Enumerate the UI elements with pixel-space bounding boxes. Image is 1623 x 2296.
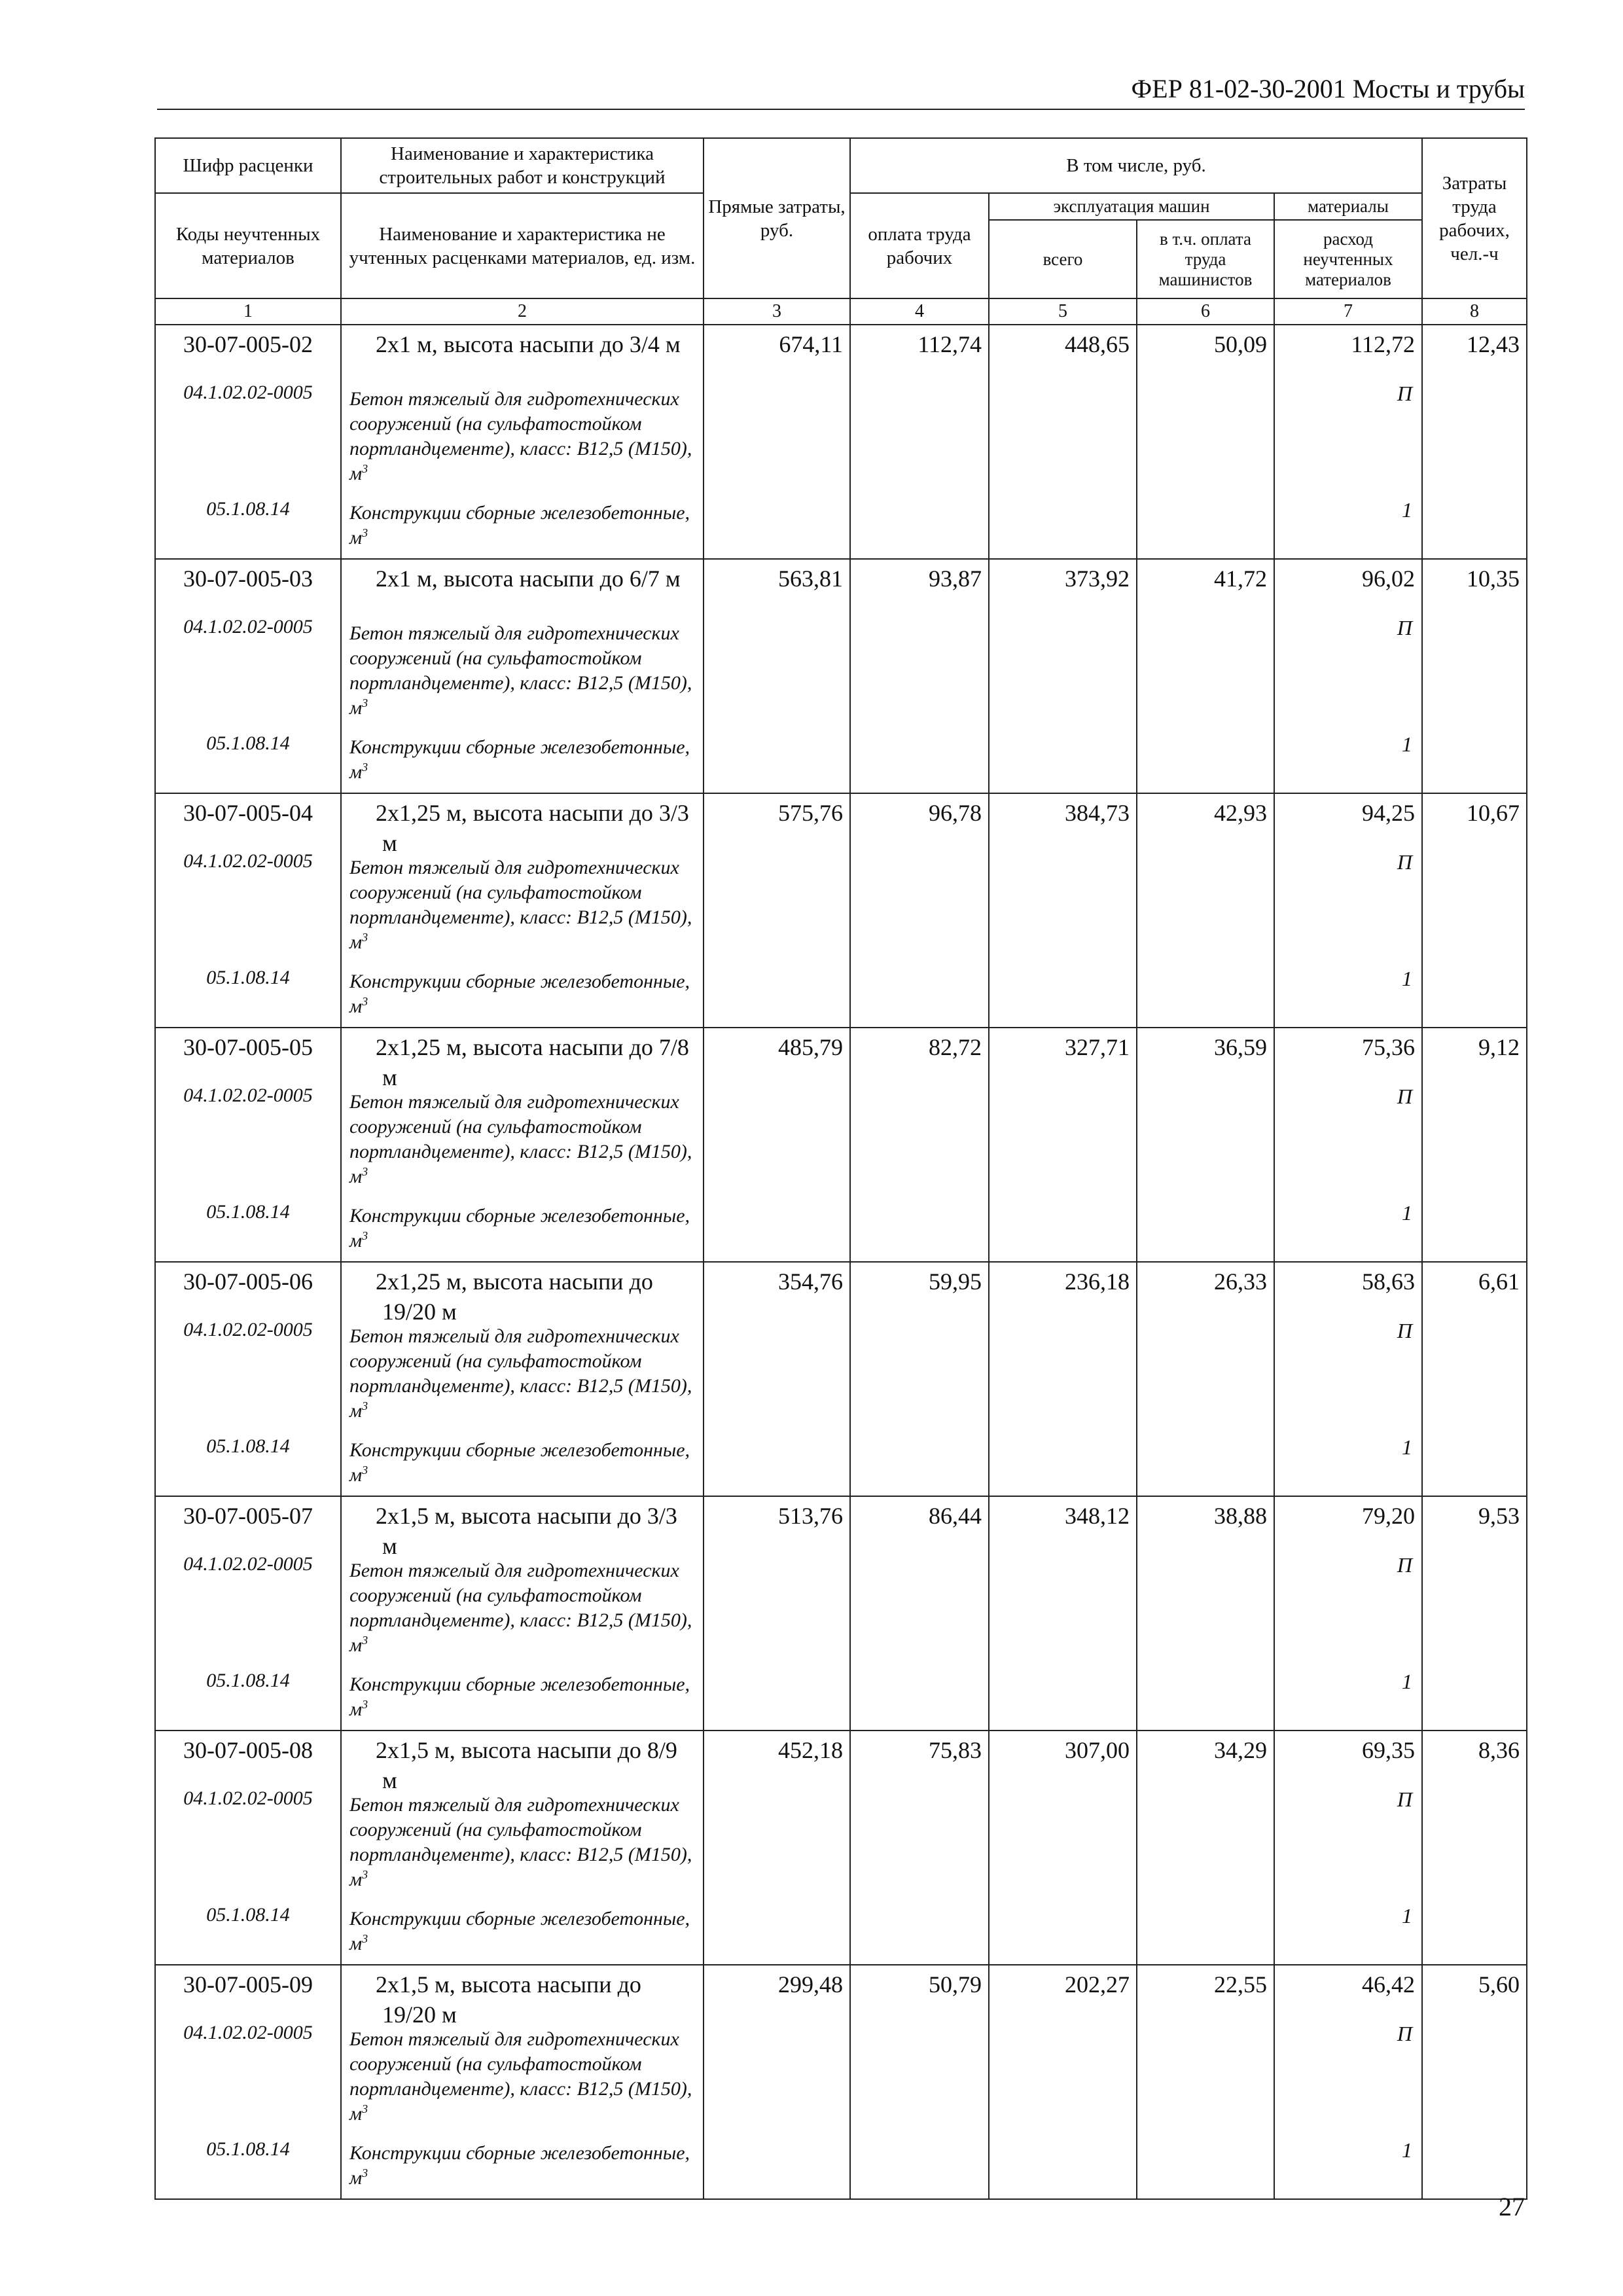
rate-row (155, 1028, 1527, 1262)
rate-row (155, 1965, 1527, 2199)
machinist-pay-value: 34,29 (1137, 1731, 1274, 1965)
labor-hours-value: 12,43 (1422, 325, 1527, 559)
rate-code-cell (155, 1965, 341, 2199)
work-description-cell (341, 1965, 704, 2199)
direct-costs-value: 299,48 (704, 1965, 850, 2199)
labor-hours-value: 9,12 (1422, 1028, 1527, 1262)
materials-cell (1274, 1028, 1422, 1262)
rate-code: 30-07-005-06 (183, 1268, 313, 1295)
worker-pay-value: 59,95 (850, 1262, 989, 1496)
material-name: Конструкции сборные железобетонные, $м^3$ (349, 736, 690, 783)
material-quantity: 1 (1402, 967, 1412, 990)
material-name: Конструкции сборные железобетонные, $м^3$ (349, 1674, 690, 1720)
header-materials: материалы (1274, 193, 1422, 220)
material-name-text: Конструкции сборные железобетонные, м (349, 1439, 690, 1486)
material-name: Конструкции сборные железобетонные, $м^3$ (349, 1205, 690, 1251)
material-quantity: 1 (1402, 1904, 1412, 1928)
rate-code: 30-07-005-04 (183, 800, 313, 826)
rate-row (155, 793, 1527, 1028)
rate-row (155, 559, 1527, 793)
material-name-text: Бетон тяжелый для гидротехнических сооружений (на сульфатостойком портландцементе), класс: В12,5 (М150), м (349, 1794, 692, 1890)
header-rate-code: Шифр расценки (155, 138, 341, 193)
rate-code: 30-07-005-05 (183, 1034, 313, 1060)
labor-hours-value: 8,36 (1422, 1731, 1527, 1965)
work-name: 2х1,5 м, высота насыпи до 8/9 м (376, 1737, 677, 1793)
materials-value: 69,35 (1362, 1737, 1415, 1763)
worker-pay-value: 112,74 (850, 325, 989, 559)
rate-code: 30-07-005-07 (183, 1503, 313, 1529)
material-name-text: Конструкции сборные железобетонные, м (349, 1674, 690, 1720)
column-number: 6 (1137, 298, 1274, 325)
labor-hours-value: 9,53 (1422, 1496, 1527, 1731)
column-number: 3 (704, 298, 850, 325)
material-quantity: П (1397, 382, 1412, 405)
material-quantity: 1 (1402, 2138, 1412, 2162)
material-quantity: 1 (1402, 1435, 1412, 1459)
rate-row (155, 325, 1527, 559)
machines-total-value: 236,18 (989, 1262, 1137, 1496)
column-number: 4 (850, 298, 989, 325)
direct-costs-value: 563,81 (704, 559, 850, 793)
work-description-cell (341, 1262, 704, 1496)
material-name-text: Конструкции сборные железобетонные, м (349, 971, 690, 1017)
material-code: 04.1.02.02-0005 (183, 1319, 313, 1340)
machinist-pay-value: 50,09 (1137, 325, 1274, 559)
machines-total-value: 307,00 (989, 1731, 1137, 1965)
worker-pay-value: 50,79 (850, 1965, 989, 2199)
material-name: Бетон тяжелый для гидротехнических сооружений (на сульфатостойком портландцементе), класс: В12,5 (М150), $м^3$ (349, 622, 692, 719)
material-quantity: 1 (1402, 498, 1412, 522)
rate-code-cell (155, 1028, 341, 1262)
table-header-row-1 (155, 138, 1527, 193)
work-description-cell (341, 1496, 704, 1731)
material-quantity: П (1397, 1553, 1412, 1577)
material-name: Конструкции сборные железобетонные, $м^3$ (349, 971, 690, 1017)
material-name-text: Конструкции сборные железобетонные, м (349, 736, 690, 783)
rates-table (154, 137, 1527, 2200)
column-number: 8 (1422, 298, 1527, 325)
material-quantity: П (1397, 1319, 1412, 1342)
column-number: 5 (989, 298, 1137, 325)
machinist-pay-value: 26,33 (1137, 1262, 1274, 1496)
header-worker-pay: оплата труда рабочих (850, 193, 989, 298)
machines-total-value: 373,92 (989, 559, 1137, 793)
header-machinist-pay: в т.ч. оплата труда машинистов (1137, 220, 1274, 298)
material-name-text: Конструкции сборные железобетонные, м (349, 1205, 690, 1251)
material-name-text: Конструкции сборные железобетонные, м (349, 502, 690, 548)
worker-pay-value: 96,78 (850, 793, 989, 1028)
material-name: Бетон тяжелый для гидротехнических сооружений (на сульфатостойком портландцементе), класс: В12,5 (М150), $м^3$ (349, 1560, 692, 1656)
work-description-cell (341, 1028, 704, 1262)
material-name: Конструкции сборные железобетонные, $м^3$ (349, 1439, 690, 1486)
material-name: Конструкции сборные железобетонные, $м^3$ (349, 1908, 690, 1954)
material-name-text: Бетон тяжелый для гидротехнических сооружений (на сульфатостойком портландцементе), класс: В12,5 (М150), м (349, 622, 692, 719)
machines-total-value: 202,27 (989, 1965, 1137, 2199)
materials-cell (1274, 1731, 1422, 1965)
header-machines-total: всего (989, 220, 1137, 298)
column-number: 7 (1274, 298, 1422, 325)
work-description-cell (341, 325, 704, 559)
materials-cell (1274, 1496, 1422, 1731)
materials-value: 79,20 (1362, 1503, 1415, 1529)
header-material-codes: Коды неучтенных материалов (155, 193, 341, 298)
materials-cell (1274, 1262, 1422, 1496)
worker-pay-value: 86,44 (850, 1496, 989, 1731)
work-description-cell (341, 1731, 704, 1965)
material-code: 04.1.02.02-0005 (183, 850, 313, 872)
direct-costs-value: 354,76 (704, 1262, 850, 1496)
materials-value: 46,42 (1362, 1971, 1415, 1998)
column-number-row (155, 298, 1527, 325)
material-code: 04.1.02.02-0005 (183, 1787, 313, 1809)
material-name-text: Бетон тяжелый для гидротехнических сооружений (на сульфатостойком портландцементе), класс: В12,5 (М150), м (349, 857, 692, 953)
machines-total-value: 448,65 (989, 325, 1137, 559)
machines-total-value: 327,71 (989, 1028, 1137, 1262)
material-name: Бетон тяжелый для гидротехнических сооружений (на сульфатостойком портландцементе), класс: В12,5 (М150), $м^3$ (349, 857, 692, 953)
rate-code-cell (155, 1731, 341, 1965)
material-code: 04.1.02.02-0005 (183, 616, 313, 637)
work-description-cell (341, 559, 704, 793)
materials-cell (1274, 1965, 1422, 2199)
material-name: Бетон тяжелый для гидротехнических сооружений (на сульфатостойком портландцементе), класс: В12,5 (М150), $м^3$ (349, 388, 692, 484)
column-number: 1 (155, 298, 341, 325)
header-machine-operation: эксплуатация машин (989, 193, 1274, 220)
work-name: 2х1,25 м, высота насыпи до 19/20 м (376, 1268, 653, 1325)
machinist-pay-value: 36,59 (1137, 1028, 1274, 1262)
material-name-text: Бетон тяжелый для гидротехнических сооружений (на сульфатостойком портландцементе), класс: В12,5 (М150), м (349, 1325, 692, 1422)
rate-code: 30-07-005-03 (183, 565, 313, 592)
material-code: 05.1.08.14 (206, 967, 290, 988)
rate-code: 30-07-005-08 (183, 1737, 313, 1763)
header-direct-costs: Прямые затраты, руб. (704, 138, 850, 298)
material-code: 04.1.02.02-0005 (183, 2022, 313, 2043)
material-name-text: Конструкции сборные железобетонные, м (349, 2142, 690, 2189)
column-number: 2 (341, 298, 704, 325)
material-quantity: 1 (1402, 732, 1412, 756)
materials-value: 112,72 (1351, 331, 1415, 357)
header-including-group: В том числе, руб. (850, 138, 1422, 193)
header-divider (157, 109, 1525, 110)
materials-cell (1274, 793, 1422, 1028)
direct-costs-value: 513,76 (704, 1496, 850, 1731)
material-quantity: 1 (1402, 1201, 1412, 1225)
material-code: 05.1.08.14 (206, 1904, 290, 1926)
direct-costs-value: 674,11 (704, 325, 850, 559)
rate-code-cell (155, 325, 341, 559)
material-name: Бетон тяжелый для гидротехнических сооружений (на сульфатостойком портландцементе), класс: В12,5 (М150), $м^3$ (349, 1091, 692, 1187)
machinist-pay-value: 22,55 (1137, 1965, 1274, 2199)
rate-rows (155, 325, 1527, 2199)
work-name: 2х1,5 м, высота насыпи до 19/20 м (376, 1971, 641, 2028)
material-quantity: П (1397, 1787, 1412, 1811)
rate-row (155, 1731, 1527, 1965)
material-name-text: Бетон тяжелый для гидротехнических сооружений (на сульфатостойком портландцементе), класс: В12,5 (М150), м (349, 1091, 692, 1187)
machines-total-value: 348,12 (989, 1496, 1137, 1731)
direct-costs-value: 575,76 (704, 793, 850, 1028)
rate-row (155, 1262, 1527, 1496)
page-number: 27 (1499, 2192, 1525, 2221)
document-header-title: ФЕР 81-02-30-2001 Мосты и трубы (1131, 74, 1525, 103)
work-name: 2х1,25 м, высота насыпи до 3/3 м (376, 800, 689, 856)
machinist-pay-value: 38,88 (1137, 1496, 1274, 1731)
material-quantity: П (1397, 1085, 1412, 1108)
material-quantity: П (1397, 2022, 1412, 2045)
labor-hours-value: 10,35 (1422, 559, 1527, 793)
material-quantity: 1 (1402, 1670, 1412, 1693)
worker-pay-value: 75,83 (850, 1731, 989, 1965)
material-name-text: Бетон тяжелый для гидротехнических сооружений (на сульфатостойком портландцементе), класс: В12,5 (М150), м (349, 388, 692, 484)
material-name: Бетон тяжелый для гидротехнических сооружений (на сульфатостойком портландцементе), класс: В12,5 (М150), $м^3$ (349, 2028, 692, 2125)
rate-code-cell (155, 559, 341, 793)
material-quantity: П (1397, 850, 1412, 874)
work-name: 2х1 м, высота насыпи до 3/4 м (376, 331, 681, 357)
rate-row (155, 1496, 1527, 1731)
rate-code-cell (155, 1496, 341, 1731)
direct-costs-value: 485,79 (704, 1028, 850, 1262)
header-unaccounted-materials: расход неучтенных материалов (1274, 220, 1422, 298)
material-code: 04.1.02.02-0005 (183, 382, 313, 403)
header-labor-hours: Затраты труда рабочих, чел.-ч (1422, 138, 1527, 298)
material-code: 05.1.08.14 (206, 2138, 290, 2160)
materials-value: 58,63 (1362, 1268, 1415, 1295)
material-name-text: Бетон тяжелый для гидротехнических сооружений (на сульфатостойком портландцементе), класс: В12,5 (М150), м (349, 1560, 692, 1656)
material-name-text: Конструкции сборные железобетонные, м (349, 1908, 690, 1954)
labor-hours-value: 5,60 (1422, 1965, 1527, 2199)
material-code: 04.1.02.02-0005 (183, 1085, 313, 1106)
work-name: 2х1,5 м, высота насыпи до 3/3 м (376, 1503, 677, 1559)
material-name: Бетон тяжелый для гидротехнических сооружений (на сульфатостойком портландцементе), класс: В12,5 (М150), $м^3$ (349, 1794, 692, 1890)
material-code: 05.1.08.14 (206, 1201, 290, 1223)
machines-total-value: 384,73 (989, 793, 1137, 1028)
materials-cell (1274, 559, 1422, 793)
worker-pay-value: 93,87 (850, 559, 989, 793)
labor-hours-value: 6,61 (1422, 1262, 1527, 1496)
material-name-text: Бетон тяжелый для гидротехнических сооружений (на сульфатостойком портландцементе), класс: В12,5 (М150), м (349, 2028, 692, 2125)
header-material-names: Наименование и характеристика не учтенных расценками материалов, ед. изм. (341, 193, 704, 298)
labor-hours-value: 10,67 (1422, 793, 1527, 1028)
rate-code: 30-07-005-09 (183, 1971, 313, 1998)
material-code: 05.1.08.14 (206, 1435, 290, 1457)
material-name: Бетон тяжелый для гидротехнических сооружений (на сульфатостойком портландцементе), класс: В12,5 (М150), $м^3$ (349, 1325, 692, 1422)
material-code: 05.1.08.14 (206, 1670, 290, 1691)
direct-costs-value: 452,18 (704, 1731, 850, 1965)
material-code: 05.1.08.14 (206, 498, 290, 520)
material-quantity: П (1397, 616, 1412, 639)
header-work-name: Наименование и характеристика строительных работ и конструкций (341, 138, 704, 193)
work-name: 2х1 м, высота насыпи до 6/7 м (376, 565, 681, 592)
worker-pay-value: 82,72 (850, 1028, 989, 1262)
materials-value: 94,25 (1362, 800, 1415, 826)
work-name: 2х1,25 м, высота насыпи до 7/8 м (376, 1034, 689, 1090)
machinist-pay-value: 41,72 (1137, 559, 1274, 793)
machinist-pay-value: 42,93 (1137, 793, 1274, 1028)
material-code: 05.1.08.14 (206, 732, 290, 754)
material-name: Конструкции сборные железобетонные, $м^3$ (349, 2142, 690, 2189)
work-description-cell (341, 793, 704, 1028)
rate-code-cell (155, 793, 341, 1028)
materials-cell (1274, 325, 1422, 559)
material-code: 04.1.02.02-0005 (183, 1553, 313, 1575)
materials-value: 75,36 (1362, 1034, 1415, 1060)
materials-value: 96,02 (1362, 565, 1415, 592)
rate-code: 30-07-005-02 (183, 331, 313, 357)
material-name: Конструкции сборные железобетонные, $м^3$ (349, 502, 690, 548)
rate-code-cell (155, 1262, 341, 1496)
